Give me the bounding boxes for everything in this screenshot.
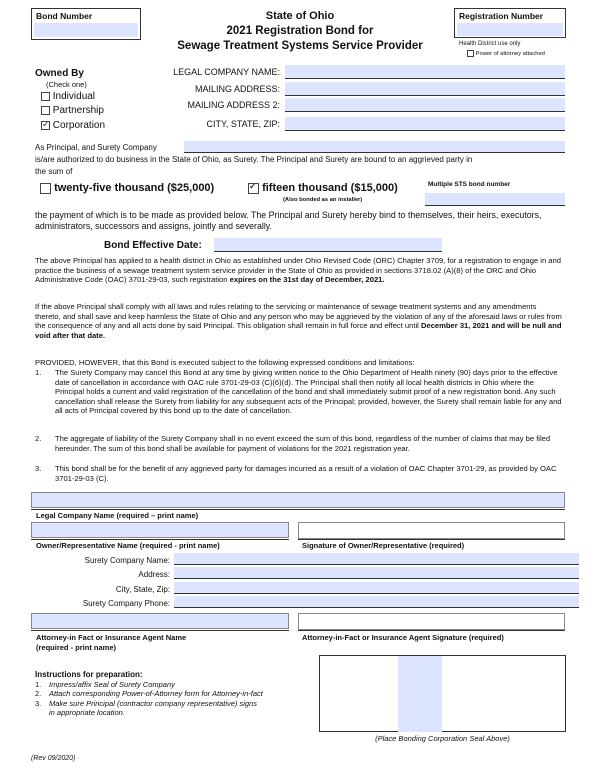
power-of-attorney-note: Power of attorney attached [475,51,545,58]
condition-3-text: This bond shall be for the benefit of any aggrieved party for damages incurred as a result of a violation of OAC Chapter 3701-29, as provided by OAC 3701-29-03 (C). [55,464,557,483]
instruction-item [35,680,320,689]
city-state-zip-input[interactable] [285,117,565,131]
condition-3 [35,464,563,483]
seal-field[interactable] [398,656,442,732]
revision-label: (Rev 09/2020) [31,755,76,762]
registration-number-box [454,8,566,38]
attorney-name-sublabel: (required - print name) [36,643,117,652]
title-line-2: Sewage Treatment Systems Service Provider [177,40,423,52]
multiple-sts-label: Multiple STS bond number [428,181,511,188]
city-state-zip-label: CITY, STATE, ZIP: [206,119,280,129]
mailing-address-label: MAILING ADDRESS: [194,84,280,94]
individual-label: Individual [52,91,96,102]
amount-15000-checkbox[interactable] [248,183,259,194]
instruction-text: Attach corresponding Power-of-Attorney form for Attorney-in-fact [49,689,263,699]
surety-company-name-input[interactable] [174,553,579,565]
surety-phone-input[interactable] [174,596,579,608]
condition-2-num: 2. [35,434,42,443]
principal-line-2: is/are authorized to do business in the State of Ohio, as Surety. The Principal and Surety are bound to an aggrieved party in [35,155,473,164]
title-line-1: 2021 Registration Bond for [226,25,374,37]
instructions-title: Instructions for preparation: [35,670,143,679]
surety-address-label: Address: [138,570,170,579]
owner-signature-area[interactable] [298,522,565,539]
owner-signature-label: Signature of Owner/Representative (required) [302,541,465,550]
payment-text: the payment of which is to be made as provided below. The Principal and Surety hereby bind to themselves, their heirs, executors, administrators, successors and assigns, jointly and severally. [35,210,542,231]
amount-25000-label: twenty-five thousand ($25,000) [54,182,215,194]
surety-address-input[interactable] [174,567,579,579]
paragraph-registration [35,256,563,285]
bond-effective-date-label: Bond Effective Date: [104,240,202,251]
seal-caption: (Place Bonding Corporation Seal Above) [375,734,510,743]
legal-company-name-label: LEGAL COMPANY NAME: [173,67,280,77]
paragraph-compliance [35,302,563,340]
instruction-num: 1. [35,680,42,689]
health-district-note: Health District use only [459,41,521,47]
instruction-text: in appropriate location. [49,708,125,718]
partnership-checkbox[interactable] [41,106,50,115]
bond-number-label: Bond Number [36,11,93,21]
instruction-text: Impress/affix Seal of Surety Company [49,680,175,689]
instruction-num: 2. [35,689,42,699]
owner-signature-line [298,539,565,540]
power-of-attorney-note-row [467,50,545,57]
power-of-attorney-checkbox[interactable] [467,50,474,57]
owner-rep-name-input[interactable] [31,522,289,538]
mailing-address-2-input[interactable] [285,98,565,112]
condition-3-num: 3. [35,464,42,473]
instruction-text: Make sure Principal (contractor company representative) signs [49,698,258,708]
amount-25000-checkbox[interactable] [40,183,51,194]
instruction-item [35,699,320,708]
attorney-name-line [31,630,289,631]
owner-rep-label: Owner/Representative Name (required - print name) [36,541,220,550]
condition-1 [35,368,563,416]
registration-number-input[interactable] [457,23,563,36]
mailing-address-2-label: MAILING ADDRESS 2: [187,100,280,110]
state-heading: State of Ohio [265,10,335,22]
surety-city-label: City, State, Zip: [115,585,170,594]
paragraph-compliance-bold: December 31, 2021 and will be null and void after that date. [35,321,562,340]
seal-box[interactable] [319,655,566,732]
instruction-num [35,708,49,717]
instruction-item [35,689,320,698]
partnership-label: Partnership [52,105,104,116]
surety-city-input[interactable] [174,582,579,594]
bond-effective-date-input[interactable] [214,238,442,252]
registration-number-label: Registration Number [459,11,544,21]
instruction-item [35,708,320,717]
owned-by-option-partnership[interactable] [41,105,104,116]
attorney-signature-area[interactable] [298,613,565,630]
condition-2 [35,434,563,453]
attorney-name-label: Attorney-in Fact or Insurance Agent Name [36,633,187,642]
owner-rep-line [31,539,289,540]
individual-checkbox[interactable] [41,92,50,101]
owned-by-option-corporation[interactable] [41,120,105,131]
condition-2-text: The aggregate of liability of the Surety Company shall in no event exceed the sum of this bond, regardless of the number of claims that may be filed hereunder. The sum of this bond shall be available for payment of violations for the 2021 registration year. [55,434,551,453]
mailing-address-input[interactable] [285,82,565,96]
bond-number-box [31,8,141,40]
paragraph-registration-text: The above Principal has applied to a health district in Ohio as established under Ohio Revised Code (ORC) Chapter 3709, for a registration to engage in and practice the business of a sewage treatment system service provider in the State of Ohio as provided in sections 3718.02 (A)(8) of the ORC and Ohio Administrative Code (OAC) 3701-29-03, such registration [35,256,561,285]
owned-by-option-individual[interactable] [41,91,95,102]
legal-company-name-print-input[interactable] [31,492,565,508]
attorney-signature-line [298,630,565,631]
surety-company-name-label: Surety Company Name: [84,556,170,565]
condition-1-text: The Surety Company may cancel this Bond at any time by giving written notice to the Ohio Department of Health ninety (90) days prior to the effective date of cancellation in accordance with OAC rule 3701-29-03 (C)(6)(d). The Principal shall then notify all local health districts in Ohio where the Principal holds a current and valid registration of the cancellation of the bond and shall immediately submit proof of a new registration bond. Any such cancellation shall release the Surety from liability for any subsequent acts of the Principal; provided, however, the Surety shall remain liable for any and all acts of Principal covered by this bond up to the date of cancellation. [55,368,562,416]
instructions-list [35,680,320,718]
surety-phone-label: Surety Company Phone: [82,599,170,608]
also-bonded-note: (Also bonded as an installer) [283,197,363,203]
check-one-note: (Check one) [46,80,87,89]
bond-number-input[interactable] [34,23,138,37]
paragraph-compliance-text: If the above Principal shall comply with all laws and rules relating to the servicing or maintenance of sewage treatment systems and any amendments thereto, and shall save and keep harmless the State of Ohio and any person who may be aggrieved by the violation of any of the aforesaid laws or rules from the consequence of any and all acts done by said Principal. This obligation shall remain in full force and effect until [35,302,562,331]
attorney-name-input[interactable] [31,613,289,629]
surety-company-inline-input[interactable] [184,141,565,153]
owned-by-title: Owned By [35,68,84,79]
amount-15000-label: fifteen thousand ($15,000) [262,182,398,194]
paragraph-registration-expiry: expires on the 31st day of December, 2021. [229,275,385,285]
provided-intro: PROVIDED, HOWEVER, that this Bond is executed subject to the following expressed conditions and limitations: [35,358,415,367]
corporation-checkbox[interactable] [41,121,50,130]
multiple-sts-input[interactable] [425,193,565,206]
amount-option-15000[interactable] [248,182,398,194]
instruction-num: 3. [35,698,42,708]
legal-company-sig-line [31,509,565,510]
attorney-signature-label: Attorney-in-Fact or Insurance Agent Signature (required) [302,633,504,642]
condition-1-num: 1. [35,368,42,377]
amount-option-25000[interactable] [40,182,214,194]
legal-company-print-label: Legal Company Name (required – print name) [36,511,199,520]
legal-company-name-input[interactable] [285,65,565,79]
principal-line-3: the sum of [35,167,73,176]
principal-line-1: As Principal, and Surety Company [35,143,157,152]
corporation-label: Corporation [52,120,106,131]
